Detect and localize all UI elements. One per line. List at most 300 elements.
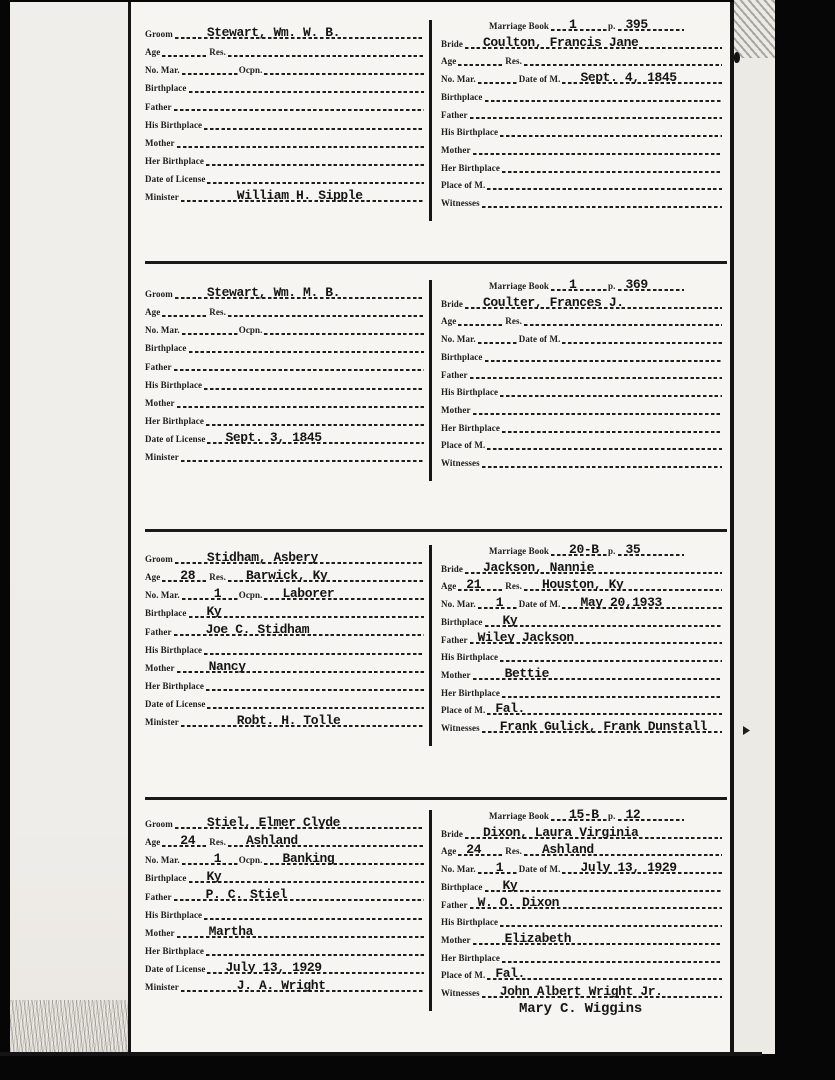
- marriage-book-row: [441, 279, 709, 294]
- birthplace-label: Birthplace: [145, 608, 187, 619]
- dotted-leader: [207, 707, 424, 709]
- page-abbrev-label: p.: [608, 21, 616, 32]
- mother-label: Mother: [441, 934, 471, 945]
- her-birthplace-label: Her Birthplace: [441, 422, 500, 433]
- dotted-leader: [524, 324, 722, 326]
- groom-name-value: Stidham, Asbery: [206, 550, 318, 566]
- groom-age-value: 24: [180, 833, 196, 849]
- bride-name-row: [441, 559, 723, 577]
- marriage-record-card-pair: [143, 278, 725, 488]
- groom-father-row: [145, 886, 425, 904]
- age-label: Age: [145, 572, 161, 583]
- dotted-leader: [182, 851, 238, 867]
- dotted-leader: [562, 860, 722, 876]
- witnesses-label: Witnesses: [441, 987, 480, 998]
- dotted-leader: [485, 100, 723, 102]
- bride-birthplace-row: [441, 87, 723, 105]
- bride-age-res-row: [441, 577, 723, 595]
- witnesses-label: Witnesses: [441, 197, 480, 208]
- bride-father-row: [441, 630, 723, 648]
- groom-father-row: [145, 621, 425, 639]
- date-of-m-label: Date of M.: [518, 74, 561, 85]
- dotted-leader: [228, 315, 424, 317]
- groom-birthplace-value: Ky: [206, 604, 222, 620]
- groom-name-row: [145, 549, 425, 567]
- his-birthplace-label: His Birthplace: [145, 644, 203, 655]
- bride-label: Bride: [441, 828, 463, 839]
- dotted-leader: [524, 842, 722, 858]
- groom-mother-row: [145, 133, 425, 151]
- record-page: [128, 2, 734, 1056]
- groom-name-value: Stiel, Elmer Clyde: [206, 815, 341, 831]
- minister-label: Minister: [145, 717, 179, 728]
- groom-her-birthplace-row: [145, 941, 425, 959]
- bride-name-value: Coulton, Francis Jane: [483, 34, 639, 50]
- bride-card: [432, 18, 725, 228]
- place-of-m-label: Place of M.: [441, 180, 486, 191]
- res-label: Res.: [505, 581, 522, 592]
- dotted-leader: [175, 815, 424, 831]
- no-mar-label: No. Mar.: [145, 855, 180, 866]
- groom-name-row: [145, 284, 425, 302]
- bride-nomar-dateofm-row: [441, 69, 723, 87]
- date-of-license-row: [145, 959, 425, 977]
- scan-artifact: [734, 52, 740, 63]
- ocpn-label: Ocpn.: [238, 590, 263, 601]
- scan-noise: [734, 0, 775, 58]
- groom-name-row: [145, 24, 425, 42]
- bride-mother-row: [441, 665, 723, 683]
- dotted-leader: [502, 431, 722, 433]
- dotted-leader: [189, 91, 425, 93]
- groom-nomar-ocpn-row: [145, 320, 425, 338]
- bride-nomar-dateofm-row: [441, 859, 723, 877]
- date-of-license-row: [145, 694, 425, 712]
- page-bottom-edge: [0, 1052, 762, 1056]
- dotted-leader: [465, 559, 722, 575]
- marriage-book-label: Marriage Book: [489, 546, 550, 557]
- marriage-record-card-pair: [143, 18, 725, 228]
- page-abbrev-label: p.: [608, 546, 616, 557]
- bride-name-row: [441, 294, 723, 312]
- no-mar-label: No. Mar.: [145, 325, 180, 336]
- date-of-m-label: Date of M.: [518, 864, 561, 875]
- birthplace-label: Birthplace: [145, 83, 187, 94]
- bride-father-value: Wiley Jackson: [477, 630, 574, 646]
- dotted-leader: [465, 824, 722, 840]
- bride-mother-value: Bettie: [504, 665, 550, 681]
- dotted-leader: [189, 351, 425, 353]
- dotted-leader: [182, 73, 238, 75]
- bride-mother-row: [441, 400, 723, 418]
- date-of-m-value: May 20,1933: [580, 595, 662, 611]
- minister-row: [145, 977, 425, 995]
- dotted-leader: [500, 660, 722, 662]
- groom-card: [143, 278, 429, 488]
- bride-age-value: 24: [466, 842, 482, 858]
- age-label: Age: [441, 316, 457, 327]
- dotted-leader: [551, 277, 607, 292]
- place-of-m-row: [441, 176, 723, 194]
- groom-birthplace-row: [145, 868, 425, 886]
- dotted-leader: [473, 413, 722, 415]
- res-label: Res.: [505, 316, 522, 327]
- father-label: Father: [145, 101, 172, 112]
- bride-her-birthplace-row: [441, 683, 723, 701]
- dotted-leader: [175, 550, 424, 566]
- dotted-leader: [500, 135, 722, 137]
- dotted-leader: [177, 923, 424, 939]
- dotted-leader: [470, 630, 722, 646]
- minister-label: Minister: [145, 192, 179, 203]
- dotted-leader: [485, 612, 723, 628]
- res-label: Res.: [209, 837, 226, 848]
- her-birthplace-label: Her Birthplace: [145, 945, 204, 956]
- date-of-license-label: Date of License: [145, 433, 206, 444]
- dotted-leader: [458, 64, 504, 66]
- dotted-leader: [465, 294, 722, 310]
- bride-mother-row: [441, 140, 723, 158]
- mother-label: Mother: [441, 144, 471, 155]
- dotted-leader: [189, 869, 425, 885]
- mother-label: Mother: [441, 669, 471, 680]
- dotted-leader: [502, 171, 722, 173]
- minister-value: J. A. Wright: [236, 977, 326, 993]
- dotted-leader: [551, 807, 607, 822]
- dotted-leader: [174, 622, 424, 638]
- marriage-book-page-value: 35: [625, 542, 641, 557]
- his-birthplace-label: His Birthplace: [145, 379, 203, 390]
- dotted-leader: [181, 187, 424, 203]
- groom-label: Groom: [145, 554, 173, 565]
- mother-label: Mother: [145, 662, 175, 673]
- date-of-license-row: [145, 429, 425, 447]
- groom-card: [143, 808, 429, 1018]
- dotted-leader: [177, 406, 424, 408]
- dotted-leader: [458, 577, 504, 593]
- groom-label: Groom: [145, 819, 173, 830]
- dotted-leader: [465, 34, 722, 50]
- groom-mother-value: Martha: [208, 923, 254, 939]
- witnesses-row: [441, 453, 723, 471]
- dotted-leader: [482, 206, 722, 208]
- dotted-leader: [482, 466, 722, 468]
- no-mar-label: No. Mar.: [441, 599, 476, 610]
- groom-father-value: Joe C. Stidham: [205, 622, 310, 638]
- age-label: Age: [145, 307, 161, 318]
- bride-card: [432, 278, 725, 488]
- no-mar-label: No. Mar.: [441, 864, 476, 875]
- groom-age-value: 28: [180, 568, 196, 584]
- groom-ocpn-value: Laborer: [282, 586, 335, 602]
- birthplace-label: Birthplace: [441, 881, 483, 892]
- bride-her-birthplace-row: [441, 948, 723, 966]
- bride-age-res-row: [441, 312, 723, 330]
- dotted-leader: [458, 842, 504, 858]
- bride-card: [432, 808, 725, 1018]
- date-of-license-value: July 13, 1929: [225, 959, 322, 975]
- marriage-book-row: [441, 809, 709, 824]
- bride-name-row: [441, 824, 723, 842]
- his-birthplace-label: His Birthplace: [441, 652, 499, 663]
- bride-birthplace-row: [441, 347, 723, 365]
- dotted-leader: [478, 595, 518, 611]
- groom-age-res-row: [145, 567, 425, 585]
- dotted-leader: [207, 182, 424, 184]
- minister-value: Robt. H. Tolle: [236, 712, 341, 728]
- dotted-leader: [207, 429, 424, 445]
- groom-age-res-row: [145, 42, 425, 60]
- dotted-leader: [482, 718, 722, 734]
- birthplace-label: Birthplace: [145, 343, 187, 354]
- marriage-book-value: 1: [569, 277, 577, 292]
- dotted-leader: [182, 586, 238, 602]
- minister-label: Minister: [145, 452, 179, 463]
- bride-age-res-row: [441, 52, 723, 70]
- birthplace-label: Birthplace: [441, 351, 483, 362]
- dotted-leader: [524, 577, 722, 593]
- father-label: Father: [441, 109, 468, 120]
- minister-row: [145, 447, 425, 465]
- dotted-leader: [264, 333, 424, 335]
- dotted-leader: [177, 146, 424, 148]
- groom-her-birthplace-row: [145, 676, 425, 694]
- groom-birthplace-row: [145, 603, 425, 621]
- groom-card: [143, 543, 429, 753]
- res-label: Res.: [209, 307, 226, 318]
- marriage-book-label: Marriage Book: [489, 21, 550, 32]
- dotted-leader: [478, 342, 518, 344]
- dotted-leader: [487, 966, 722, 982]
- clerk-signature: Mary C. Wiggins: [519, 1001, 643, 1017]
- bride-age-res-row: [441, 842, 723, 860]
- dotted-leader: [181, 977, 424, 993]
- groom-his-birthplace-row: [145, 114, 425, 132]
- witnesses-value: Frank Gulick, Frank Dunstall: [499, 718, 707, 734]
- marriage-book-label: Marriage Book: [489, 281, 550, 292]
- dotted-leader: [162, 568, 208, 584]
- groom-ocpn-value: Banking: [282, 851, 335, 867]
- his-birthplace-label: His Birthplace: [441, 387, 499, 398]
- bride-his-birthplace-row: [441, 122, 723, 140]
- witnesses-value: John Albert Wright Jr.: [499, 983, 663, 999]
- birthplace-label: Birthplace: [441, 91, 483, 102]
- dotted-leader: [174, 109, 424, 111]
- her-birthplace-label: Her Birthplace: [441, 162, 500, 173]
- dotted-leader: [524, 64, 722, 66]
- bride-father-value: W. O. Dixon: [477, 895, 560, 911]
- age-label: Age: [441, 846, 457, 857]
- bride-res-value: Ashland: [541, 842, 594, 858]
- bride-mother-value: Elizabeth: [504, 930, 572, 946]
- dotted-leader: [502, 696, 722, 698]
- scan-noise: [10, 1000, 128, 1054]
- marriage-record-card-pair: [143, 808, 725, 1018]
- date-of-m-label: Date of M.: [518, 334, 561, 345]
- page-abbrev-label: p.: [608, 281, 616, 292]
- groom-father-row: [145, 356, 425, 374]
- bride-res-value: Houston, Ky: [541, 577, 624, 593]
- date-of-m-label: Date of M.: [518, 599, 561, 610]
- dotted-leader: [487, 701, 722, 717]
- bride-label: Bride: [441, 38, 463, 49]
- dotted-leader: [228, 55, 424, 57]
- father-label: Father: [145, 626, 172, 637]
- groom-his-birthplace-row: [145, 374, 425, 392]
- dotted-leader: [473, 153, 722, 155]
- dotted-leader: [206, 954, 424, 956]
- minister-row: [145, 712, 425, 730]
- dotted-leader: [470, 895, 722, 911]
- bride-label: Bride: [441, 563, 463, 574]
- father-label: Father: [441, 634, 468, 645]
- groom-father-row: [145, 96, 425, 114]
- dotted-leader: [618, 17, 684, 32]
- dotted-leader: [618, 277, 684, 292]
- res-label: Res.: [505, 846, 522, 857]
- dotted-leader: [502, 961, 722, 963]
- groom-age-res-row: [145, 302, 425, 320]
- dotted-leader: [487, 188, 722, 190]
- her-birthplace-label: Her Birthplace: [441, 687, 500, 698]
- age-label: Age: [441, 581, 457, 592]
- age-label: Age: [145, 837, 161, 848]
- page-abbrev-label: p.: [608, 811, 616, 822]
- dotted-leader: [204, 918, 424, 920]
- groom-birthplace-row: [145, 78, 425, 96]
- groom-name-row: [145, 814, 425, 832]
- dotted-leader: [174, 887, 424, 903]
- groom-nomar-value: 1: [213, 586, 222, 602]
- dotted-leader: [207, 959, 424, 975]
- ocpn-label: Ocpn.: [238, 325, 263, 336]
- bride-nomar-value: 1: [495, 860, 504, 876]
- mother-label: Mother: [441, 404, 471, 415]
- bride-nomar-dateofm-row: [441, 329, 723, 347]
- res-label: Res.: [505, 56, 522, 67]
- dotted-leader: [204, 388, 424, 390]
- groom-mother-value: Nancy: [208, 658, 246, 674]
- scanner-margin-right: [734, 0, 775, 1054]
- groom-her-birthplace-row: [145, 411, 425, 429]
- mother-label: Mother: [145, 397, 175, 408]
- dotted-leader: [473, 665, 722, 681]
- groom-age-res-row: [145, 832, 425, 850]
- no-mar-label: No. Mar.: [441, 74, 476, 85]
- date-of-license-label: Date of License: [145, 173, 206, 184]
- place-of-m-row: [441, 436, 723, 454]
- her-birthplace-label: Her Birthplace: [145, 415, 204, 426]
- minister-value: William H. Sipple: [236, 187, 363, 203]
- groom-her-birthplace-row: [145, 151, 425, 169]
- place-of-m-value: Fal.: [495, 966, 525, 982]
- place-of-m-value: Fal.: [495, 701, 525, 717]
- place-of-m-row: [441, 701, 723, 719]
- ocpn-label: Ocpn.: [238, 65, 263, 76]
- dotted-leader: [162, 315, 208, 317]
- groom-mother-row: [145, 658, 425, 676]
- date-of-license-value: Sept. 3, 1845: [225, 429, 322, 445]
- dotted-leader: [562, 342, 722, 344]
- groom-father-value: P. C. Stiel: [205, 887, 288, 903]
- bride-father-row: [441, 895, 723, 913]
- groom-nomar-ocpn-row: [145, 60, 425, 78]
- res-label: Res.: [209, 47, 226, 58]
- no-mar-label: No. Mar.: [441, 334, 476, 345]
- bride-his-birthplace-row: [441, 382, 723, 400]
- minister-row: [145, 187, 425, 205]
- date-of-license-label: Date of License: [145, 963, 206, 974]
- witnesses-label: Witnesses: [441, 457, 480, 468]
- father-label: Father: [145, 361, 172, 372]
- groom-nomar-ocpn-row: [145, 850, 425, 868]
- no-mar-label: No. Mar.: [145, 65, 180, 76]
- groom-birthplace-value: Ky: [206, 869, 222, 885]
- age-label: Age: [441, 56, 457, 67]
- dotted-leader: [562, 70, 722, 86]
- bride-her-birthplace-row: [441, 158, 723, 176]
- bride-card: [432, 543, 725, 753]
- res-label: Res.: [209, 572, 226, 583]
- dotted-leader: [264, 586, 424, 602]
- her-birthplace-label: Her Birthplace: [441, 952, 500, 963]
- dotted-leader: [206, 424, 424, 426]
- dotted-leader: [500, 925, 722, 927]
- date-of-license-label: Date of License: [145, 698, 206, 709]
- marriage-book-row: [441, 19, 709, 34]
- marriage-book-value: 1: [569, 17, 577, 32]
- bride-birthplace-value: Ky: [502, 612, 518, 628]
- dotted-leader: [204, 128, 424, 130]
- bride-father-row: [441, 365, 723, 383]
- dotted-leader: [618, 542, 684, 557]
- dotted-leader: [162, 833, 208, 849]
- dotted-leader: [562, 595, 722, 611]
- bride-father-row: [441, 105, 723, 123]
- witnesses-row: [441, 983, 723, 1001]
- witnesses-label: Witnesses: [441, 722, 480, 733]
- dotted-leader: [175, 285, 424, 301]
- dotted-leader: [204, 653, 424, 655]
- bride-label: Bride: [441, 298, 463, 309]
- father-label: Father: [145, 891, 172, 902]
- marriage-book-page-value: 369: [625, 277, 648, 292]
- father-label: Father: [441, 369, 468, 380]
- groom-his-birthplace-row: [145, 639, 425, 657]
- marriage-record-card-pair: [143, 543, 725, 753]
- dotted-leader: [162, 55, 208, 57]
- dotted-leader: [551, 542, 607, 557]
- bride-mother-row: [441, 930, 723, 948]
- mother-label: Mother: [145, 927, 175, 938]
- mother-label: Mother: [145, 137, 175, 148]
- dotted-leader: [264, 73, 424, 75]
- bride-his-birthplace-row: [441, 912, 723, 930]
- his-birthplace-label: His Birthplace: [145, 909, 203, 920]
- birthplace-label: Birthplace: [145, 873, 187, 884]
- birthplace-label: Birthplace: [441, 616, 483, 627]
- bride-name-row: [441, 34, 723, 52]
- dotted-leader: [181, 460, 424, 462]
- card-separator-line: [145, 797, 727, 800]
- marriage-book-row: [441, 544, 709, 559]
- dotted-leader: [482, 983, 722, 999]
- marriage-book-page-value: 12: [625, 807, 641, 822]
- dotted-leader: [487, 448, 722, 450]
- dotted-leader: [618, 807, 684, 822]
- dotted-leader: [485, 877, 723, 893]
- groom-card: [143, 18, 429, 228]
